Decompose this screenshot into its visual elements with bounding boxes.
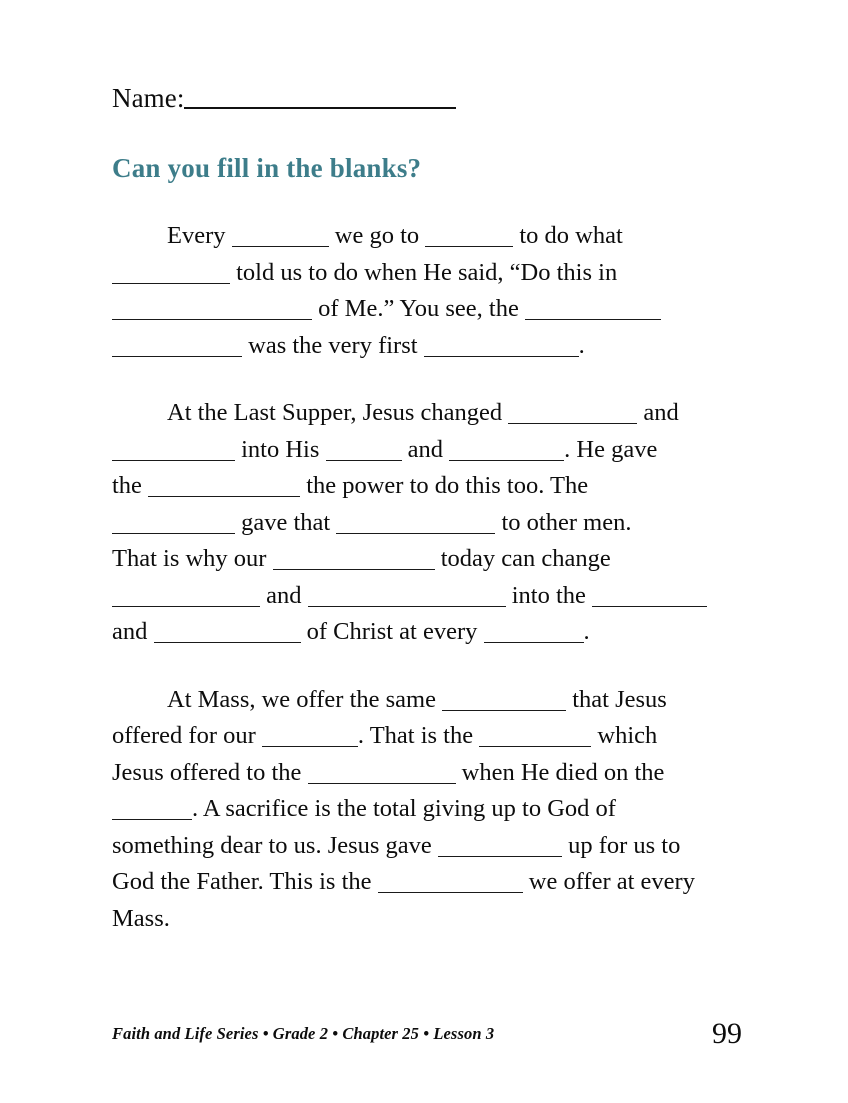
paragraph-3 xyxy=(112,685,742,941)
fill-in-blank[interactable] xyxy=(148,476,300,497)
fill-in-blank[interactable] xyxy=(336,513,495,534)
text-run: . xyxy=(578,331,585,359)
text-line xyxy=(112,867,742,904)
page-number: 99 xyxy=(712,1017,742,1050)
text-run: something dear to us. Jesus gave xyxy=(112,831,438,859)
text-line xyxy=(112,721,742,758)
fill-in-blank[interactable] xyxy=(425,226,513,247)
text-run: Every xyxy=(167,222,232,249)
text-run: . That is the xyxy=(357,722,480,749)
text-line xyxy=(112,904,742,941)
fill-in-blank[interactable] xyxy=(262,726,358,747)
text-run: Jesus offered to the xyxy=(112,758,308,786)
text-run: . A sacrifice is the total giving up to God of xyxy=(192,795,616,822)
text-line xyxy=(112,544,742,581)
fill-in-blank[interactable] xyxy=(112,299,312,320)
text-run: that Jesus xyxy=(566,685,667,713)
paragraph-1 xyxy=(112,221,742,367)
text-line xyxy=(112,685,742,722)
name-field[interactable] xyxy=(112,79,456,113)
fill-in-blank[interactable] xyxy=(112,513,235,534)
text-line xyxy=(112,258,742,295)
fill-in-blank[interactable] xyxy=(449,440,564,461)
worksheet-body xyxy=(112,221,742,940)
text-run: . He gave xyxy=(564,435,658,463)
text-run: and xyxy=(260,581,308,609)
text-run: gave that xyxy=(235,508,337,536)
text-run: and xyxy=(112,618,154,645)
text-line xyxy=(112,831,742,868)
text-line xyxy=(112,294,742,331)
fill-in-blank[interactable] xyxy=(378,872,523,893)
text-line xyxy=(112,221,742,258)
text-run: offered for our xyxy=(112,722,262,749)
text-run: we offer at every xyxy=(522,868,695,895)
text-run: and xyxy=(637,399,679,426)
text-run: to other men. xyxy=(495,508,632,536)
text-run: to do what xyxy=(513,222,623,249)
paragraph-2 xyxy=(112,398,742,654)
text-line xyxy=(112,471,742,508)
fill-in-blank[interactable] xyxy=(438,836,562,857)
text-line xyxy=(112,398,742,435)
text-line xyxy=(112,794,742,831)
text-run: . xyxy=(583,618,590,645)
text-run: Mass. xyxy=(112,904,170,932)
text-line xyxy=(112,331,742,368)
fill-in-blank[interactable] xyxy=(308,586,506,607)
fill-in-blank[interactable] xyxy=(273,549,435,570)
fill-in-blank[interactable] xyxy=(592,586,707,607)
fill-in-blank[interactable] xyxy=(479,726,591,747)
text-run: of Me.” You see, the xyxy=(312,295,525,322)
text-run: God the Father. This is the xyxy=(112,868,378,895)
fill-in-blank[interactable] xyxy=(442,690,566,711)
name-write-in-rule[interactable] xyxy=(184,107,456,109)
text-run: when He died on the xyxy=(455,758,665,786)
text-run: At the Last Supper, Jesus changed xyxy=(167,399,509,426)
fill-in-blank[interactable] xyxy=(112,799,192,820)
text-run: At Mass, we offer the same xyxy=(167,685,443,713)
fill-in-blank[interactable] xyxy=(232,226,329,247)
fill-in-blank[interactable] xyxy=(154,622,301,643)
fill-in-blank[interactable] xyxy=(484,622,584,643)
text-run: into the xyxy=(505,581,593,609)
text-run: the power to do this too. The xyxy=(300,472,589,499)
fill-in-blank[interactable] xyxy=(112,336,242,357)
text-run: into His xyxy=(235,435,326,463)
fill-in-blank[interactable] xyxy=(508,403,637,424)
text-run: up for us to xyxy=(561,831,681,859)
text-line xyxy=(112,581,742,618)
text-run: told us to do when He said, “Do this in xyxy=(230,258,618,286)
page-footer xyxy=(112,1012,742,1050)
fill-in-blank[interactable] xyxy=(525,299,661,320)
name-label: Name: xyxy=(112,83,185,113)
text-line xyxy=(112,758,742,795)
text-run: the xyxy=(112,472,149,499)
text-run: which xyxy=(591,722,658,749)
text-line xyxy=(112,435,742,472)
fill-in-blank[interactable] xyxy=(308,763,456,784)
fill-in-blank[interactable] xyxy=(112,586,260,607)
text-run: was the very first xyxy=(242,331,424,359)
fill-in-blank[interactable] xyxy=(326,440,402,461)
text-run: we go to xyxy=(328,222,426,249)
fill-in-blank[interactable] xyxy=(112,263,230,284)
text-run: That is why our xyxy=(112,545,273,572)
page-title: Can you fill in the blanks? xyxy=(112,153,422,183)
text-line xyxy=(112,508,742,545)
text-run: today can change xyxy=(434,545,611,572)
text-run: of Christ at every xyxy=(300,618,484,645)
fill-in-blank[interactable] xyxy=(424,336,579,357)
fill-in-blank[interactable] xyxy=(112,440,235,461)
text-line xyxy=(112,617,742,654)
text-run: and xyxy=(401,435,450,463)
footer-credit: Faith and Life Series • Grade 2 • Chapter 25 • Lesson 3 xyxy=(112,1024,495,1043)
